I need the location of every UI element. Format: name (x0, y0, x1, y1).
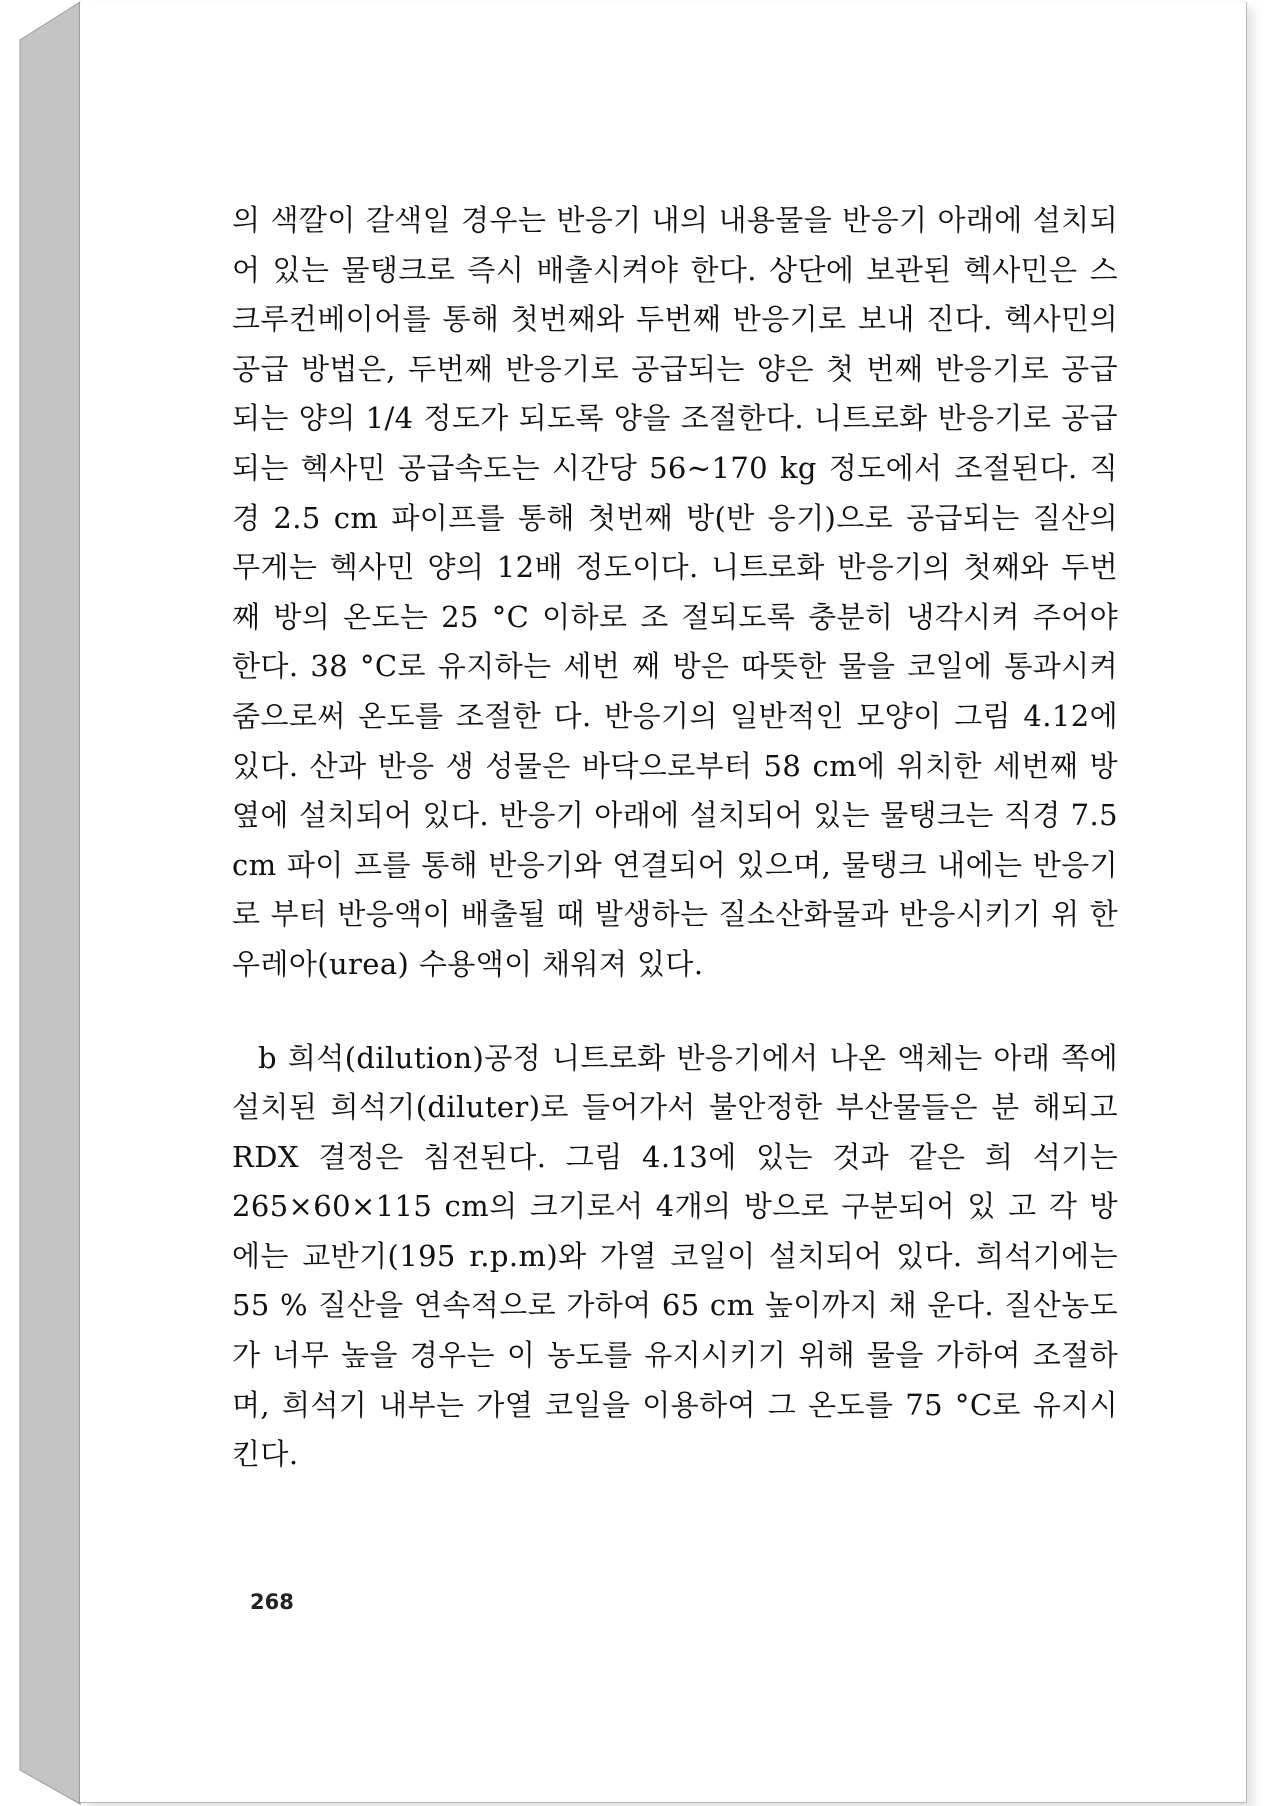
body-text (232, 196, 1118, 1480)
paragraph-spacer (232, 990, 1118, 1034)
page-number: 268 (250, 1590, 294, 1614)
paragraph-reactor-process: 의 색깔이 갈색일 경우는 반응기 내의 내용물을 반응기 아래에 설치되어 있는 물탱크로 즉시 배출시켜야 한다. 상단에 보관된 헥사민은 스크루컨베이어를 통해 첫번째와 두번째 반응기로 보내 진다. 헥사민의 공급 방법은, 두번째 반응기로 공급되는 양은 첫 번째 반응기로 공급되는 양의 1/4 정도가 되도록 양을 조절한다. 니트로화 반응기로 공급되는 헥사민 공급속도는 시간당 56∼170 kg 정도에서 조절된다. 직경 2.5 cm 파이프를 통해 첫번째 방(반 응기)으로 공급되는 질산의 무게는 헥사민 양의 12배 정도이다. 니트로화 반응기의 첫째와 두번째 방의 온도는 25 °C 이하로 조 절되도록 충분히 냉각시켜 주어야 한다. 38 °C로 유지하는 세번 째 방은 따뜻한 물을 코일에 통과시켜 줌으로써 온도를 조절한 다. 반응기의 일반적인 모양이 그림 4.12에 있다. 산과 반응 생 성물은 바닥으로부터 58 cm에 위치한 세번째 방 옆에 설치되어 있다. 반응기 아래에 설치되어 있는 물탱크는 직경 7.5 cm 파이 프를 통해 반응기와 연결되어 있으며, 물탱크 내에는 반응기로 부터 반응액이 배출될 때 발생하는 질소산화물과 반응시키기 위 한 우레아(urea) 수용액이 채워져 있다. (232, 203, 1118, 981)
paragraph-dilution-process: b 희석(dilution)공정 니트로화 반응기에서 나온 액체는 아래 쪽에 설치된 희석기(diluter)로 들어가서 불안정한 부산물들은 분 해되고 RDX 결정은 침전된다. 그림 4.13에 있는 것과 같은 희 석기는 265×60×115 cm의 크기로서 4개의 방으로 구분되어 있 고 각 방에는 교반기(195 r.p.m)와 가열 코일이 설치되어 있다. 희석기에는 55 % 질산을 연속적으로 가하여 65 cm 높이까지 채 운다. 질산농도가 너무 높을 경우는 이 농도를 유지시키기 위해 물을 가하여 조절하며, 희석기 내부는 가열 코일을 이용하여 그 온도를 75 °C로 유지시킨다. (232, 1040, 1118, 1472)
